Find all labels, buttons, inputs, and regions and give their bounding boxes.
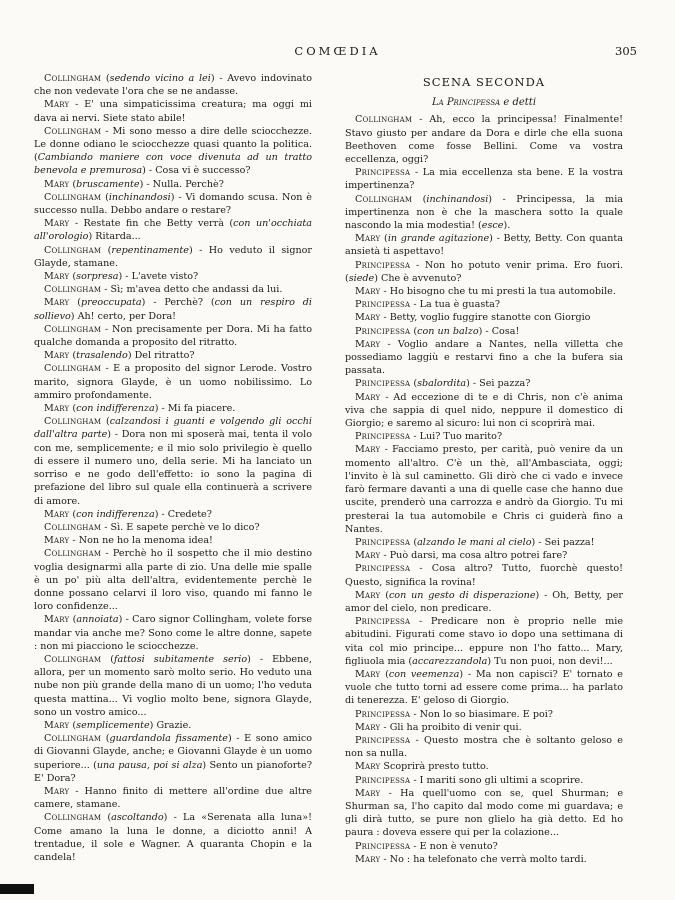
dialogue-text: - Sì; m'avea detto che andassi da lui. [101, 284, 283, 296]
speaker-name: Collingham [355, 193, 413, 205]
dialogue-line: Collingham (sedendo vicino a lei) - Avevo indovinato che non vedevate l'ora che se ne andasse. [34, 73, 312, 98]
dialogue-line [34, 521, 312, 534]
dialogue-text: - No : ha telefonato che verrà molto tardi. [380, 853, 587, 865]
dialogue-line [34, 362, 312, 402]
dialogue-text: - Oh, Betty, per amor del cielo, non predicare. [345, 589, 623, 614]
dialogue-text: Grazie. [153, 719, 192, 731]
dialogue-line: Principessa (con un balzo) - Cosa! [355, 325, 520, 337]
stage-direction: inchinandosi [426, 193, 489, 205]
dialogue-line [345, 760, 623, 773]
dialogue-line: Mary (annoiata) - Caro signor Collingham, volete forse mandar via anche me? Sono come le altre donne, sapete : non mi piacciono le sciocchezze. [34, 614, 312, 652]
dialogue-text: ) - Cosa vi è successo? [142, 165, 251, 177]
scene-title: SCENA SECONDA [422, 75, 546, 89]
speaker-name: Collingham [44, 191, 102, 203]
stage-direction: bruscamente [76, 178, 140, 190]
dialogue-line: Mary (trasalendo) Del ritratto? [44, 350, 195, 362]
speaker-name: Mary [355, 721, 381, 733]
dialogue-line: Mary (con indifferenza) - Credete? [44, 508, 212, 520]
stage-direction: in grande agitazione [387, 233, 490, 245]
dialogue-text: - Restate fin che Betty verrà ( [69, 218, 234, 230]
speaker-name: Collingham [44, 244, 102, 256]
speaker-name: Mary [44, 297, 70, 309]
speaker-name: Principessa [355, 840, 411, 852]
speaker-name: Principessa [355, 774, 411, 786]
dialogue-line [34, 785, 312, 811]
dialogue-line [34, 547, 312, 613]
speaker-name: Mary [44, 218, 70, 230]
speaker-name: Collingham [44, 284, 102, 296]
stage-direction: calzandosi i guanti e volgendo gli occhi dall'altra parte [34, 416, 312, 441]
dialogue-text: - La «Serenata alla luna»! Come amano la luna le donne, a diciotto anni! A trentadue, il sole e Wagner. A quaranta Chopin e la candela! [34, 812, 312, 863]
stage-direction: inchinandosi [108, 191, 171, 203]
dialogue-line: Collingham (inchinandosi) - Vi domando scusa. Non è successo nulla. Debbo andare o restare? [34, 191, 312, 217]
stage-direction: repentinamente [111, 244, 189, 256]
dialogue-line [345, 166, 623, 192]
dialogue-line: Mary (in grande agitazione) - Betty, Betty. Con quanta ansietà ti aspettavo! [345, 233, 623, 258]
dialogue-text: - Mi sono messo a dire delle sciocchezze. Le donne odiano le sciocchezze quasi quanto la politica. ( [34, 125, 312, 164]
dialogue-line: Collingham (inchinandosi) - Principessa, la mia impertinenza non è che la maschera sotto la quale nascondo la mia modestia! (esce). [345, 193, 623, 232]
dialogue-line [345, 615, 623, 668]
dialogue-text: - La mia eccellenza sta bene. E la vostra impertinenza? [345, 167, 623, 192]
speaker-name: Mary [44, 99, 70, 111]
dialogue-line [345, 708, 623, 721]
stage-direction: guardandola fissamente [109, 733, 228, 745]
speaker-name: Principessa [355, 616, 411, 628]
stage-direction: con un gesto di disperazione [388, 589, 536, 601]
dialogue-line [34, 323, 312, 349]
dialogue-text: - Predicare non è proprio nelle mie abitudini. Figurati come stavo io dopo una settimana di vita col mio principe... eppure non l'ho fatto... Mary, figliuola mia ( [345, 616, 623, 667]
dialogue-line [345, 549, 623, 562]
speaker-name: Collingham [44, 73, 102, 84]
dialogue-line [345, 562, 623, 588]
dialogue-text: ) Che è avvenuto? [374, 272, 462, 284]
dialogue-text: - Betty, Betty. Con quanta ansietà ti aspettavo! [345, 233, 623, 258]
speaker-name: Mary [355, 668, 381, 680]
speaker-name: Collingham [44, 125, 102, 137]
dialogue-line [345, 787, 623, 840]
dialogue-text: - Ah, ecco la principessa! Finalmente! Stavo giusto per andare da Dora e dirle che ella suona Beethoven come fosse Bellini. Come va vostra eccellenza, oggi? [345, 114, 623, 166]
speaker-name: Principessa [355, 708, 411, 720]
speaker-name: Principessa [355, 734, 411, 746]
dialogue-line [345, 259, 623, 285]
dialogue-line: Mary (con un gesto di disperazione) - Oh, Betty, per amor del cielo, non predicare. [345, 589, 623, 614]
dialogue-line: Collingham (guardandola fissamente) - E sono amico di Giovanni Glayde, anche; e Giovanni Glayde è un uomo superiore... (una pausa, poi si alza) Sento un pianoforte? E' Dora? [34, 733, 312, 784]
dialogue-text: - Principessa, la mia impertinenza non è che la maschera sotto la quale nascondo la mia modestia! ( [345, 193, 623, 232]
dialogue-text: - Sì. E sapete perchè ve lo dico? [101, 521, 260, 533]
dialogue-line [345, 285, 623, 298]
speaker-name: Mary [44, 271, 70, 283]
dialogue-line [345, 721, 623, 734]
dialogue-line [345, 853, 623, 866]
dialogue-line [345, 774, 623, 787]
dialogue-text: - E' una simpaticissima creatura; ma oggi mi dava ai nervi. Siete stato abile! [34, 99, 312, 124]
dialogue-text: - Non ho potuto venir prima. Ero fuori. ( [345, 259, 623, 284]
dialogue-line: Principessa (sbalordita) - Sei pazza? [355, 378, 531, 390]
stage-direction: fattosi subitamente serio [113, 653, 248, 665]
speaker-name: Collingham [44, 521, 102, 533]
dialogue-text: - Non ne ho la menoma idea! [69, 535, 213, 547]
speaker-name: Principessa [355, 378, 411, 390]
speaker-name: Principessa [355, 325, 411, 337]
dialogue-text: - Ho bisogno che tu mi presti la tua automobile. [380, 286, 616, 298]
scene-subtitle [345, 96, 623, 109]
stage-direction: siede [348, 272, 375, 284]
dialogue-text: ) Sento un pianoforte? E' Dora? [34, 759, 312, 784]
stage-direction: alzando le mani al cielo [417, 536, 532, 548]
dialogue-text: - Facciamo presto, per carità, può venire da un momento all'altro. C'è un thè, all'Ambasciata, oggi; l'invito è là sul caminetto. Gli dirò che ci vado e invece farò fermare davanti a una di quelle case che hanno due uscite, prenderò una carrozza e andrò da Giorgio. Tu mi presterai la tua automobile e Chris ci guiderà fino a Nantes. [345, 444, 623, 535]
dialogue-line [34, 125, 312, 178]
dialogue-text: ) Ah! certo, per Dora! [70, 310, 177, 322]
dialogue-line: Mary (bruscamente) - Nulla. Perchè? [44, 178, 224, 190]
stage-direction: una pausa, poi si alza [96, 759, 203, 771]
dialogue-text: - Credete? [158, 508, 212, 520]
speaker-name: Mary [355, 391, 381, 403]
dialogue-text: - Ad eccezione di te e di Chris, non c'è anima viva che sappia di quel nido, neppure il domestico di Giorgio; e saremo al sicuro: lui non ci scoprirà mai. [345, 391, 623, 430]
stage-direction: Cambiando maniere con voce divenuta ad un tratto benevola e premurosa [34, 152, 312, 177]
speaker-name: Mary [355, 589, 381, 601]
stage-direction: ascoltando [111, 812, 164, 824]
dialogue-line: Mary (semplicemente) Grazie. [44, 719, 192, 731]
stage-direction: sbalordita [417, 378, 467, 390]
scan-corner-mark [0, 884, 34, 894]
dialogue-line [345, 430, 623, 443]
speaker-name: Principessa [355, 167, 411, 179]
page-header [0, 44, 675, 62]
dialogue-text: ) Ritarda... [88, 231, 141, 243]
stage-direction: con veemenza [388, 668, 460, 680]
stage-direction: con un respiro di sollievo [34, 297, 312, 322]
speaker-name: Collingham [44, 363, 102, 375]
speaker-name: Mary [44, 178, 70, 190]
speaker-name: Mary [44, 614, 70, 626]
dialogue-text: - Dora non mi sposerà mai, tenta il volo con me, semplicemente; e il mio solo privilegio è quello di essere il numero uno, della serie. Mi ha lanciato un sorriso e ne godo dell'effetto: io sono la pagina di prefazione del libro sul quale ella continuerà a scrivere di amore. [34, 429, 312, 507]
dialogue-line: Collingham (repentinamente) - Ho veduto il signor Glayde, stamane. [34, 244, 312, 269]
dialogue-text: - I mariti sono gli ultimi a scoprire. [410, 774, 584, 786]
scene-subtitle-names: La Principessa [431, 97, 501, 109]
dialogue-text: - Mi fa piacere. [158, 403, 236, 415]
dialogue-text: - Ha quell'uomo con se, quel Shurman; e Shurman sa, l'ho capito dal modo come mi guardava; e gli dirà tutto, se pure non glielo ha già detto. Ed ho paura : doveva essere qui per la colazione... [345, 787, 623, 839]
stage-direction: sorpresa [76, 271, 119, 283]
stage-direction: con indifferenza [76, 508, 155, 520]
stage-direction: annoiata [76, 614, 119, 626]
stage-direction: esce [481, 220, 504, 232]
dialogue-text: - E sono amico di Giovanni Glayde, anche; e Giovanni Glayde è un uomo superiore... ( [34, 733, 312, 771]
dialogue-text: - Sei pazza! [535, 536, 595, 548]
speaker-name: Collingham [44, 653, 102, 665]
dialogue-text: - Nulla. Perchè? [143, 178, 224, 190]
dialogue-text: - Cosa! [482, 325, 520, 337]
stage-direction: accarezzandola [412, 655, 488, 667]
dialogue-text: - E non è venuto? [410, 840, 498, 852]
dialogue-line [345, 113, 623, 166]
dialogue-line: Mary (con veemenza) - Ma non capisci? E' tornato e vuole che tutto torni ad essere come prima... ha parlato di tenerezza. E' geloso di Giorgio. [345, 668, 623, 707]
stage-direction: con un'occhiata all'orologio [34, 218, 312, 243]
dialogue-line [34, 534, 312, 547]
dialogue-text: - Sei pazza? [469, 378, 531, 390]
dialogue-line: Mary (sorpresa) - L'avete visto? [44, 271, 199, 283]
speaker-name: Mary [355, 233, 381, 245]
dialogue-text: Del ritratto? [131, 350, 195, 362]
speaker-name: Mary [44, 719, 70, 731]
dialogue-text: - Betty, voglio fuggire stanotte con Giorgio [380, 312, 591, 324]
speaker-name: Principessa [355, 536, 411, 548]
dialogue-text: - Non lo so biasimare. E poi? [410, 708, 553, 720]
dialogue-line: Mary (preoccupata) - Perchè? (con un respiro di sollievo) Ah! certo, per Dora! [34, 297, 312, 322]
right-column-body [345, 113, 623, 866]
dialogue-line: Collingham (fattosi subitamente serio) - Ebbene, allora, per un momento sarò molto serio. Ho veduto una nube non più grande della mano di un uomo; l'ho veduta questa mattina... Vi voglio molto bene, signora Glayde, sono un vostro amico... [34, 653, 312, 718]
dialogue-line [345, 443, 623, 535]
speaker-name: Collingham [44, 733, 102, 745]
dialogue-text: ). [503, 220, 511, 232]
dialogue-text: - Perchè? ( [145, 297, 215, 309]
speaker-name: Mary [44, 508, 70, 520]
speaker-name: Collingham [44, 812, 102, 824]
dialogue-line [34, 98, 312, 124]
speaker-name: Mary [355, 787, 381, 799]
scene-subtitle-rest: e detti [500, 97, 537, 109]
dialogue-line [34, 283, 312, 296]
stage-direction: preoccupata [81, 297, 142, 309]
dialogue-line [345, 298, 623, 311]
left-column [34, 72, 312, 882]
speaker-name: Mary [355, 550, 381, 562]
dialogue-line [345, 840, 623, 853]
speaker-name: Mary [355, 761, 381, 773]
dialogue-line [345, 734, 623, 760]
speaker-name: Collingham [355, 114, 413, 126]
speaker-name: Principessa [355, 299, 411, 311]
dialogue-text: - L'avete visto? [122, 271, 199, 283]
dialogue-text: - Gli ha proibito di venir qui. [380, 721, 522, 733]
stage-direction: con indifferenza [76, 403, 155, 415]
stage-direction: trasalendo [76, 350, 128, 362]
speaker-name: Mary [355, 853, 381, 865]
running-title: COMŒDIA [294, 44, 381, 58]
dialogue-line [34, 217, 312, 243]
page-number: 305 [615, 44, 637, 58]
dialogue-text: - Ho veduto il signor Glayde, stamane. [34, 244, 312, 269]
speaker-name: Mary [355, 444, 381, 456]
stage-direction: semplicemente [76, 719, 150, 731]
dialogue-line: Mary (con indifferenza) - Mi fa piacere. [44, 403, 236, 415]
speaker-name: Principessa [355, 259, 411, 271]
speaker-name: Principessa [355, 431, 411, 443]
dialogue-text: - Hanno finito di mettere all'ordine due altre camere, stamane. [34, 785, 312, 811]
dialogue-text: - Lui? Tuo marito? [410, 431, 503, 443]
dialogue-line [345, 311, 623, 324]
dialogue-text: - E a proposito del signor Lerode. Vostro marito, signora Glayde, è un uomo nobilissimo. Lo ammiro profondamente. [34, 363, 312, 401]
stage-direction: con un balzo [417, 325, 479, 337]
speaker-name: Mary [355, 338, 381, 350]
speaker-name: Mary [44, 785, 70, 797]
dialogue-line: Collingham (calzandosi i guanti e volgendo gli occhi dall'altra parte) - Dora non mi sposerà mai, tenta il volo con me, semplicemente; e il mio solo privilegio è quello di essere il numero uno, della serie. Mi ha lanciato un sorriso e ne godo dell'effetto: io sono la pagina di prefazione del libro sul quale ella continuerà a scrivere di amore. [34, 416, 312, 507]
dialogue-text: - Perchè ho il sospetto che il mio destino voglia designarmi alla parte di zio. Una delle mie spalle è un po' più alta dell'altra, evidentemente perchè le donne possano celarvi il loro viso, quando mi fanno le loro confidenze... [34, 548, 312, 613]
dialogue-text: - Voglio andare a Nantes, nella villetta che possediamo laggiù e restarvi fino a che la bufera sia passata. [345, 338, 623, 377]
speaker-name: Mary [44, 535, 70, 547]
dialogue-line: Collingham (ascoltando) - La «Serenata alla luna»! Come amano la luna le donne, a diciotto anni! A trentadue, il sole e Wagner. A quaranta Chopin e la candela! [34, 812, 312, 863]
speaker-name: Collingham [44, 548, 102, 560]
speaker-name: Principessa [355, 563, 411, 575]
stage-direction: sedendo vicino a lei [109, 73, 211, 84]
dialogue-line [345, 391, 623, 431]
speaker-name: Mary [355, 312, 381, 324]
dialogue-text: - Avevo indovinato che non vedevate l'ora che se ne andasse. [34, 73, 312, 98]
dialogue-text: ) Tu non puoi, non devi!... [487, 655, 613, 667]
dialogue-text: Scoprirà presto tutto. [380, 761, 489, 773]
dialogue-text: - Caro signor Collingham, volete forse mandar via anche me? Sono come le altre donne, sapete : non mi piacciono le sciocchezze. [34, 614, 312, 652]
dialogue-text: - Cosa altro? Tutto, fuorchè questo! Questo, significa la rovina! [345, 563, 623, 588]
speaker-name: Mary [44, 350, 70, 362]
dialogue-text: - Non precisamente per Dora. Mi ha fatto qualche domanda a proposito del ritratto. [34, 323, 312, 349]
dialogue-text: - Questo mostra che è soltanto geloso e non sa nulla. [345, 734, 623, 760]
dialogue-text: - Ebbene, allora, per un momento sarò molto serio. Ho veduto una nube non più grande della mano di un uomo; l'ho veduta questa mattina... Vi voglio molto bene, signora Glayde, sono un vostro amico... [34, 653, 312, 718]
dialogue-line: Principessa (alzando le mani al cielo) - Sei pazza! [355, 536, 595, 548]
speaker-name: Mary [44, 403, 70, 415]
dialogue-text: - Vi domando scusa. Non è successo nulla. Debbo andare o restare? [34, 191, 312, 217]
speaker-name: Mary [355, 286, 381, 298]
dialogue-text: - La tua è guasta? [410, 299, 500, 311]
dialogue-line [345, 338, 623, 378]
speaker-name: Collingham [44, 323, 102, 335]
dialogue-text: - Ma non capisci? E' tornato e vuole che tutto torni ad essere come prima... ha parlato di tenerezza. E' geloso di Giorgio. [345, 668, 623, 707]
speaker-name: Collingham [44, 416, 102, 428]
right-column [345, 72, 623, 882]
dialogue-text: - Può darsi, ma cosa altro potrei fare? [380, 550, 568, 562]
